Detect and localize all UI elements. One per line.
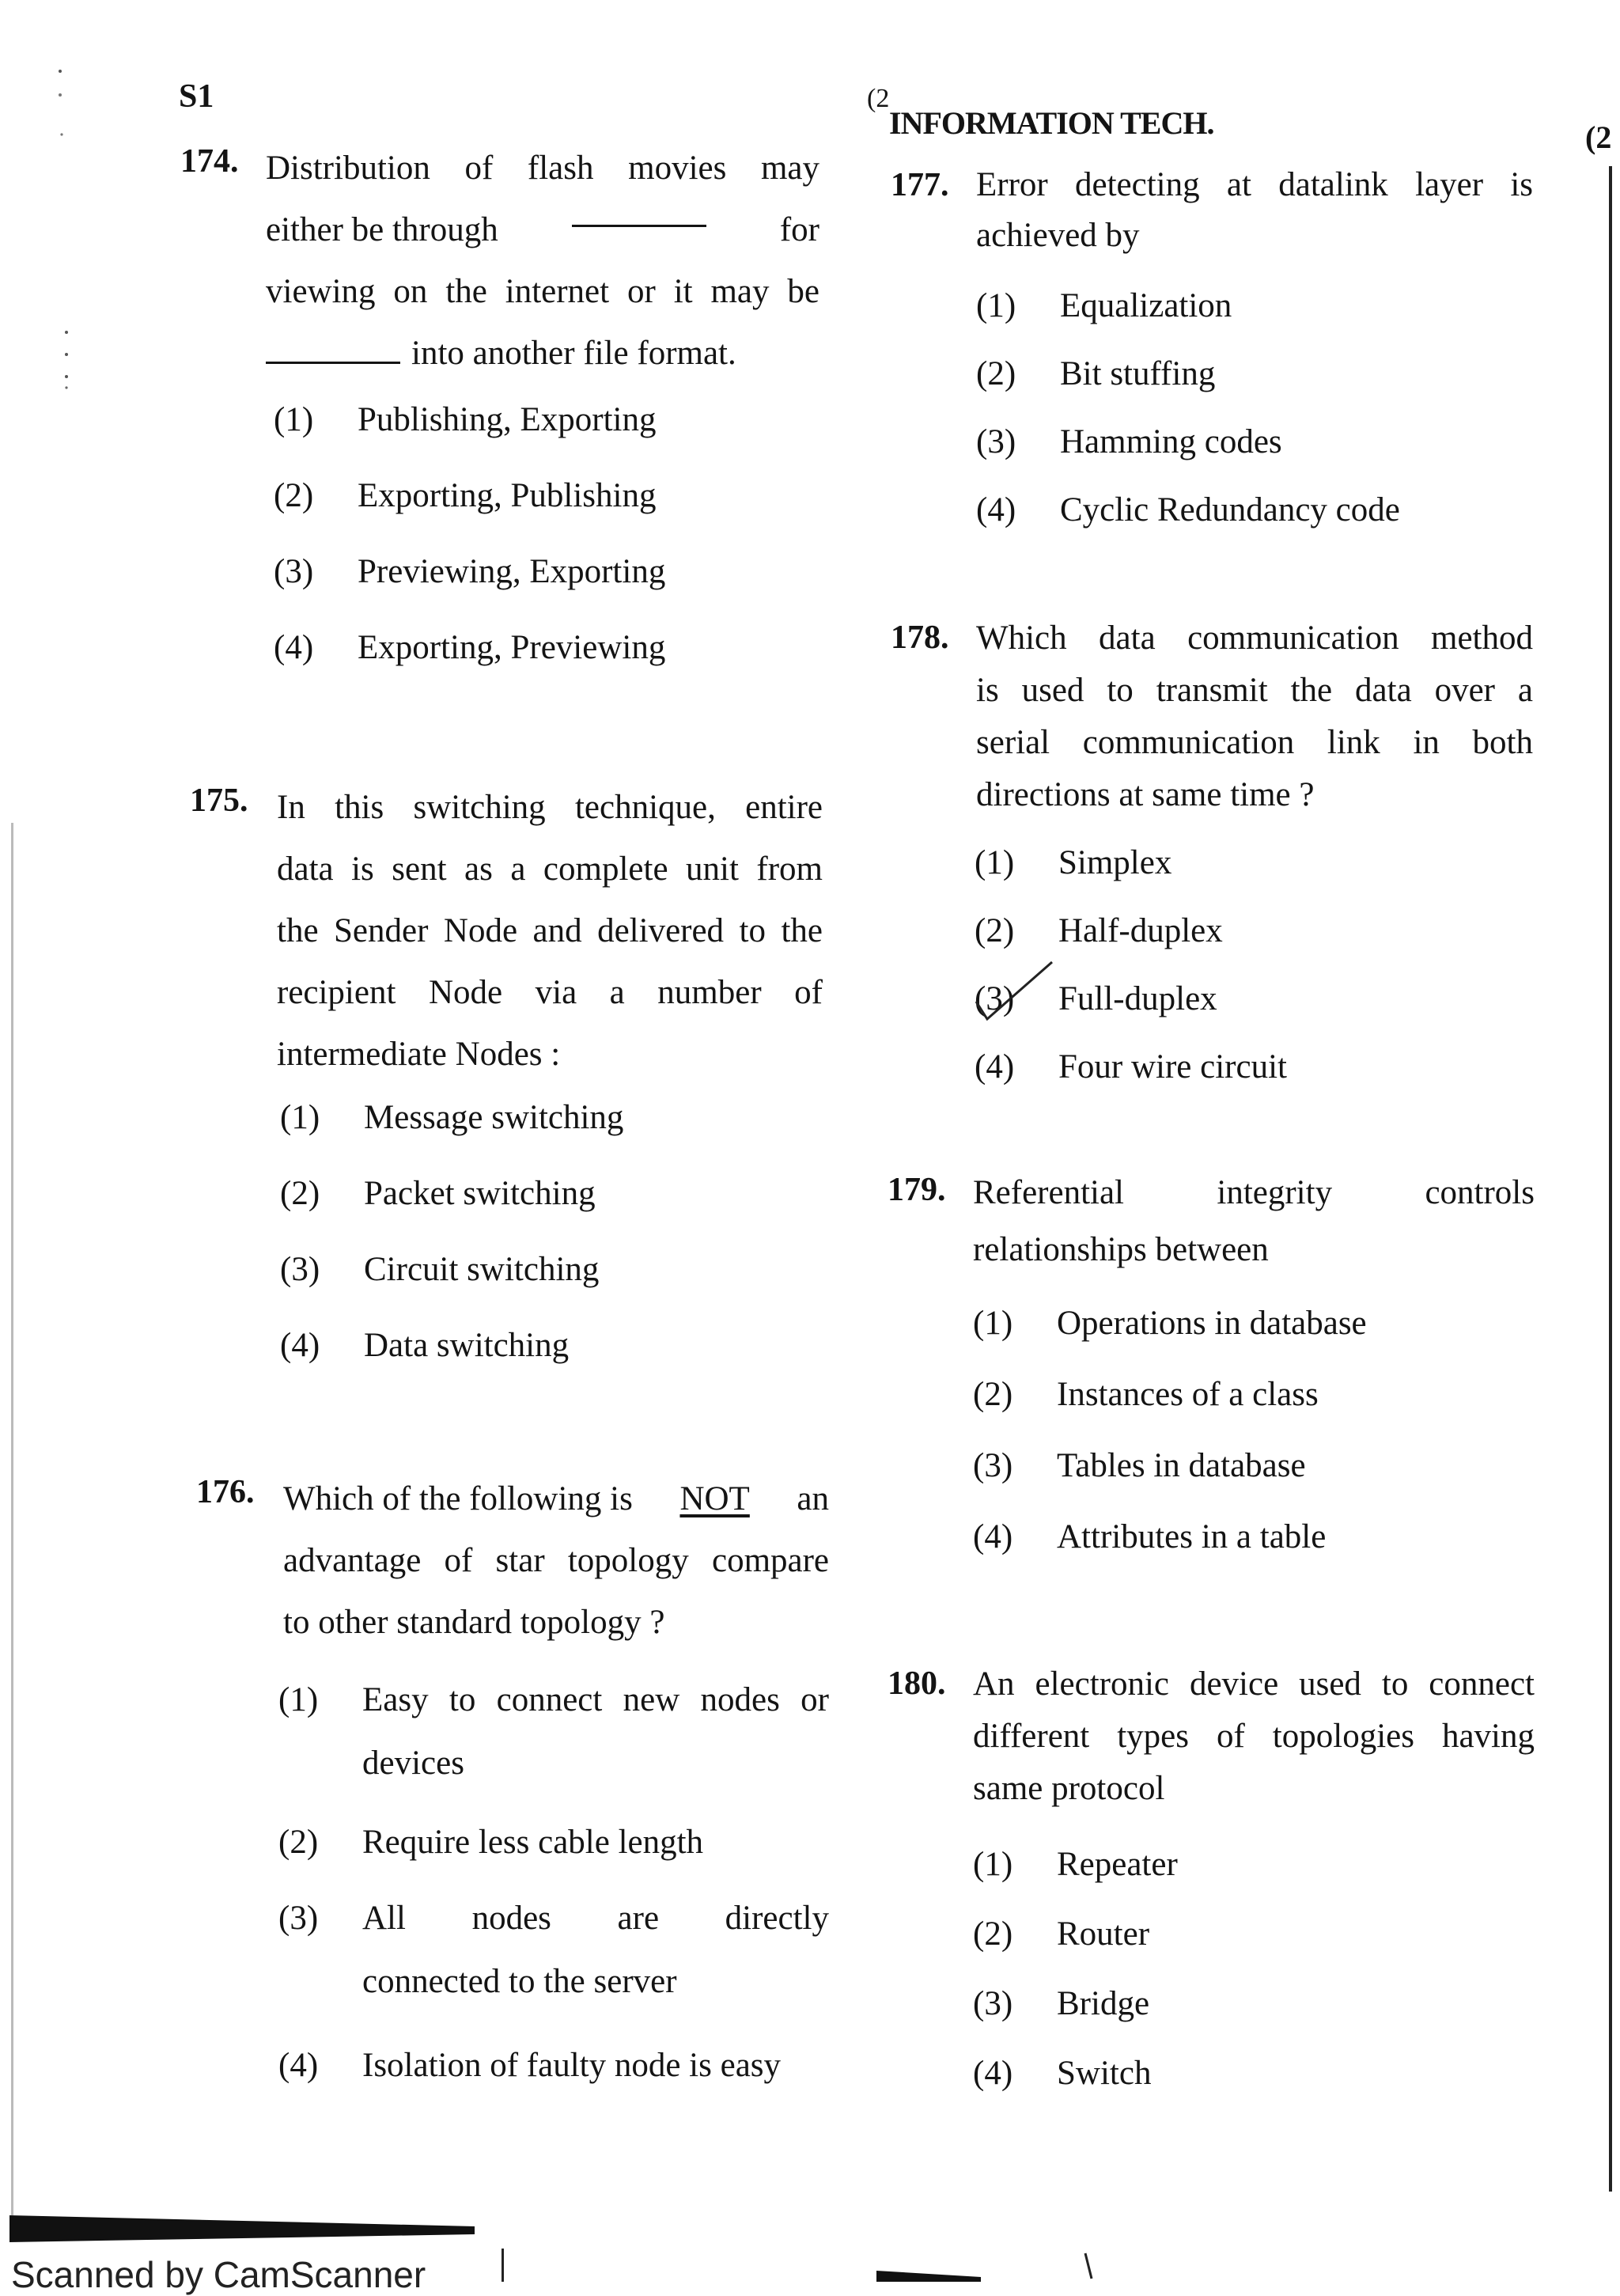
option-number: (1) — [280, 1099, 320, 1136]
option-number: (1) — [973, 1846, 1013, 1883]
left-page-mark: (2 — [867, 84, 890, 113]
right-page-mark: (2 — [1585, 119, 1612, 155]
option-text: Easy to connect new nodes or — [362, 1681, 829, 1718]
option-number: (4) — [280, 1327, 320, 1364]
option-text: Repeater — [1057, 1846, 1178, 1883]
option-number: (4) — [278, 2047, 319, 2084]
question-number: 179. — [888, 1172, 946, 1208]
option-text: All nodes are directly — [362, 1900, 829, 1937]
option-number: (1) — [278, 1681, 319, 1718]
option-number: (2) — [976, 355, 1016, 392]
option-number: (2) — [280, 1175, 320, 1212]
option-text: Data switching — [364, 1327, 570, 1364]
option-text: Cyclic Redundancy code — [1060, 491, 1400, 529]
question-number: 175. — [190, 782, 248, 819]
option-text: Bridge — [1057, 1985, 1150, 2022]
option-text: Exporting, Previewing — [358, 629, 666, 666]
option-text: Operations in database — [1057, 1305, 1367, 1342]
stem-text: into another file format. — [411, 335, 736, 372]
option-text: Simplex — [1058, 844, 1172, 881]
stem-line: same protocol — [973, 1770, 1165, 1807]
option-number: (1) — [975, 844, 1015, 881]
option-number: (2) — [274, 477, 314, 514]
option-number: (3) — [274, 553, 314, 590]
option-text: Instances of a class — [1057, 1376, 1319, 1413]
option-number: (3) — [975, 980, 1015, 1017]
option-text-cont: connected to the server — [362, 1963, 677, 2000]
stem-line: Which data communication method — [976, 619, 1533, 657]
stem-text: an — [797, 1480, 829, 1517]
option-number: (4) — [973, 2055, 1013, 2092]
stem-line: different types of topologies having — [973, 1718, 1535, 1755]
option-number: (3) — [973, 1985, 1013, 2022]
option-text: Previewing, Exporting — [358, 553, 666, 590]
paper-code: S1 — [179, 78, 214, 115]
stem-line: Distribution of flash movies may — [266, 150, 819, 187]
option-text: Four wire circuit — [1058, 1048, 1287, 1085]
option-text: Equalization — [1060, 287, 1232, 324]
stem-text: either be through — [266, 211, 498, 248]
option-text: Half-duplex — [1058, 912, 1223, 949]
option-text: Tables in database — [1057, 1447, 1306, 1484]
option-number: (4) — [274, 629, 314, 666]
option-number: (4) — [976, 491, 1016, 529]
option-text: Full-duplex — [1058, 980, 1217, 1017]
option-text: Exporting, Publishing — [358, 477, 657, 514]
subject-title: INFORMATION TECH. — [889, 105, 1214, 141]
option-text: Switch — [1057, 2055, 1152, 2092]
question-number: 176. — [196, 1474, 255, 1510]
option-text: Attributes in a table — [1057, 1518, 1327, 1555]
option-number: (2) — [975, 912, 1015, 949]
stem-line: Error detecting at datalink layer is — [976, 166, 1533, 203]
option-text: Packet switching — [364, 1175, 596, 1212]
stem-line: data is sent as a complete unit from — [277, 851, 823, 888]
option-number: (3) — [976, 423, 1016, 460]
stem-line: serial communication link in both — [976, 724, 1533, 761]
scanner-watermark: Scanned by CamScanner — [11, 2254, 426, 2295]
option-text: Require less cable length — [362, 1824, 704, 1861]
question-number: 177. — [891, 167, 949, 203]
option-number: (2) — [973, 1376, 1013, 1413]
option-number: (1) — [976, 287, 1016, 324]
option-text: Router — [1057, 1915, 1150, 1953]
stem-line: the Sender Node and delivered to the — [277, 912, 823, 949]
option-text: Message switching — [364, 1099, 624, 1136]
option-number: (3) — [973, 1447, 1013, 1484]
option-number: (3) — [278, 1900, 319, 1937]
option-number: (1) — [973, 1305, 1013, 1342]
stem-text: for — [779, 211, 819, 248]
stem-line: relationships between — [973, 1231, 1269, 1268]
option-text: Isolation of faulty node is easy — [362, 2047, 782, 2084]
question-number: 178. — [891, 619, 949, 656]
stem-line: advantage of star topology compare — [283, 1542, 829, 1579]
option-number: (4) — [973, 1518, 1013, 1555]
option-number: (1) — [274, 401, 314, 438]
stem-line: is used to transmit the data over a — [976, 672, 1533, 709]
option-text: Publishing, Exporting — [358, 401, 657, 438]
stem-line: intermediate Nodes : — [277, 1036, 561, 1073]
option-text-cont: devices — [362, 1745, 464, 1782]
option-text: Bit stuffing — [1060, 355, 1216, 392]
stem-line: to other standard topology ? — [283, 1604, 665, 1641]
option-number: (4) — [975, 1048, 1015, 1085]
stem-line: viewing on the internet or it may be — [266, 273, 819, 310]
stem-line: recipient Node via a number of — [277, 974, 823, 1011]
stem-line: Referential integrity controls — [973, 1174, 1535, 1211]
option-number: (3) — [280, 1251, 320, 1288]
stem-line: directions at same time ? — [976, 776, 1315, 813]
option-number: (2) — [278, 1824, 319, 1861]
emphasis-not: NOT — [679, 1480, 750, 1517]
option-text: Circuit switching — [364, 1251, 600, 1288]
stem-text: Which of the following is — [283, 1480, 633, 1517]
question-number: 174. — [180, 143, 239, 180]
stem-line: In this switching technique, entire — [277, 789, 823, 826]
stem-line: An electronic device used to connect — [973, 1665, 1535, 1703]
option-number: (2) — [973, 1915, 1013, 1953]
question-number: 180. — [888, 1665, 946, 1702]
option-text: Hamming codes — [1060, 423, 1282, 460]
stem-line: achieved by — [976, 217, 1140, 254]
